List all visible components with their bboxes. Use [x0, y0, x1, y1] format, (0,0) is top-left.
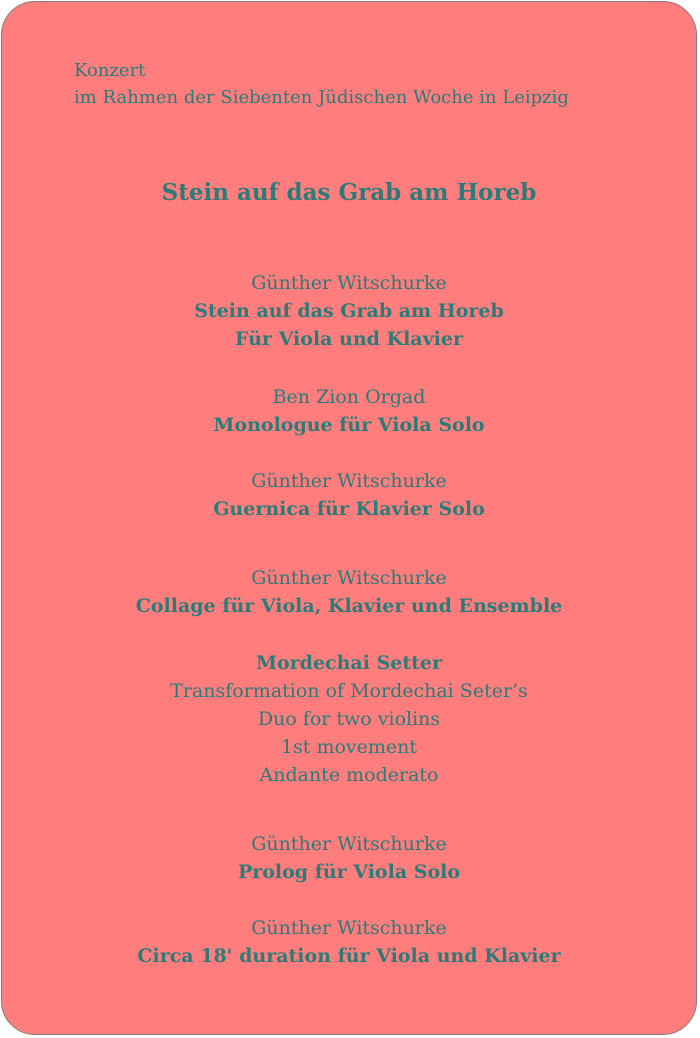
work-tempo: Andante moderato: [259, 764, 439, 786]
composer: Mordechai Setter: [255, 652, 443, 674]
work-instrumentation: Für Viola und Klavier: [235, 328, 463, 350]
work-title: Stein auf das Grab am Horeb: [194, 300, 504, 322]
composer: Ben Zion Orgad: [272, 386, 426, 408]
work-title: Prolog für Viola Solo: [237, 861, 461, 883]
program-item-4: [2, 564, 696, 620]
program-item-5: [2, 649, 696, 789]
work-movement: 1st movement: [280, 736, 418, 758]
work-subtitle: Duo for two violins: [257, 708, 441, 730]
composer: Günther Witschurke: [251, 917, 447, 939]
program-item-1: [2, 269, 696, 353]
composer: Günther Witschurke: [251, 272, 447, 294]
work-title: Guernica für Klavier Solo: [213, 498, 485, 520]
composer: Günther Witschurke: [251, 833, 447, 855]
composer: Günther Witschurke: [251, 567, 447, 589]
program-title: Stein auf das Grab am Horeb: [161, 179, 537, 206]
program-item-2: [2, 383, 696, 439]
work-title: Monologue für Viola Solo: [213, 414, 485, 436]
concert-program-card: [1, 1, 697, 1035]
program-item-6: [2, 830, 696, 886]
work-title: Collage für Viola, Klavier und Ensemble: [135, 595, 563, 617]
intro-text: [74, 57, 569, 111]
intro-line-concert: Konzert: [74, 60, 146, 81]
work-title: Circa 18' duration für Viola und Klavier: [137, 945, 561, 967]
work-title: Transformation of Mordechai Seter’s: [170, 680, 528, 702]
composer: Günther Witschurke: [251, 470, 447, 492]
program-item-3: [2, 467, 696, 523]
intro-line-event: im Rahmen der Siebenten Jüdischen Woche in Leipzig: [74, 87, 569, 108]
program-item-7: [2, 914, 696, 970]
